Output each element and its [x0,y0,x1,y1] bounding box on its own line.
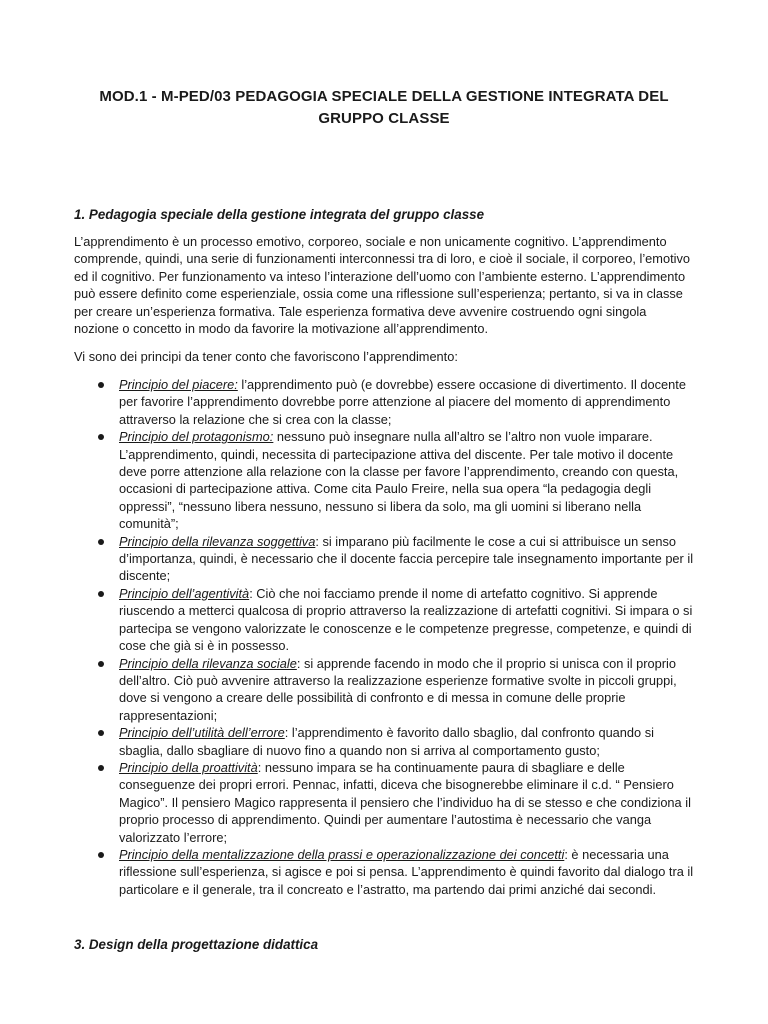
principle-name: Principio della rilevanza sociale [119,655,297,671]
principle-text: : si apprende facendo in modo che il proprio si unisca con il proprio dell’altro. Ciò può avvenire attraverso la realizzazione esperienze formative svolte in piccoli gruppi, dove si vengono a creare delle possibilità di confronto e di messa in comune delle proprie rappresentazioni; [119,655,677,723]
principle-text: : Ciò che noi facciamo prende il nome di artefatto cognitivo. Si apprende riuscendo a metterci qualcosa di proprio attraverso la realizzazione di artefatti cognitivi. Si impara o si partecipa se vengono valorizzate le conoscenze e le competenze pregresse, competenze, e quindi di cose che già si è in possesso. [119,585,693,654]
document-title [60,86,708,130]
section-1-intro-paragraph: L’apprendimento è un processo emotivo, corporeo, sociale e non unicamente cognitivo. L’apprendimento comprende, quindi, una serie di funzionamenti interconnessi tra di loro, e cioè il sociale, il corporeo, l’emotivo ed il cognitivo. Per funzionamento va inteso l’interazione dell’uomo con l’ambiente esterno. L’apprendimento può essere definito come esperienziale, ossia come una riflessione sull’esperienza; pertanto, si va in classe per creare un’esperienza formativa. Tale esperienza formativa deve avvenire costruendo ogni singola nozione o concetto in modo da favorire la motivazione all’apprendimento. [74,234,690,337]
principle-text: : l’apprendimento è favorito dallo sbaglio, dal confronto quando si sbaglia, dallo sbagliare di nuovo fino a quando non si arriva al comportamento gusto; [119,725,654,758]
bullet-icon [98,730,104,736]
bullet-icon [98,539,104,545]
bullet-icon [98,852,104,858]
list-item [74,585,694,655]
principles-list [74,376,694,898]
bullet-icon [98,661,104,667]
title-line-2: GRUPPO CLASSE [318,110,450,127]
section-1-heading: 1. Pedagogia speciale della gestione integrata del gruppo classe [74,207,485,222]
principle-name: Principio dell’utilità dell’errore [119,725,285,741]
principle-text: : è necessaria una riflessione sull’esperienza, si agisce e poi si pensa. L’apprendimento è quindi favorito dal dialogo tra il particolare e il generale, tra il concreato e l’astratto, ma partendo dai primi anziché dai secondi. [119,846,694,897]
section-3-heading: 3. Design della progettazione didattica [74,937,319,952]
list-item [74,655,694,725]
principle-text: nessuno può insegnare nulla all’altro se l’altro non vuole imparare. L’apprendimento, quindi, necessita di partecipazione attiva del discente. Per tale motivo il docente deve porre attenzione alla relazione con la classe per favore l’apprendimento, creando con questa, occasioni di partecipazione attiva. Come cita Paulo Freire, nella sua opera “la pedagogia degli oppressi”, “nessuno libera nessuno, nessuno si libera da solo, ma gli uomini si liberano nella comunità”; [119,429,679,532]
bullet-icon [98,765,104,771]
principles-lead-sentence: Vi sono dei principi da tener conto che favoriscono l’apprendimento: [74,349,458,364]
principle-text: l’apprendimento può (e dovrebbe) essere occasione di divertimento. Il docente per favorire l’apprendimento dovrebbe porre attenzione al piacere del momento di apprendimento attraverso la relazione che si crea con la classe; [119,377,686,427]
principle-name: Principio della mentalizzazione della prassi e operazionalizzazione dei concetti [119,846,565,862]
principle-name: Principio della proattività [119,759,258,775]
list-item [74,759,694,846]
principle-name: Principio della rilevanza soggettiva [119,533,316,549]
list-item [74,724,694,759]
list-item [74,376,694,428]
list-item [74,846,694,898]
principle-name: Principio dell’agentività [119,585,250,601]
list-item [74,533,694,585]
bullet-icon [98,434,104,440]
list-item [74,428,694,532]
bullet-icon [98,591,104,597]
bullet-icon [98,382,104,388]
principle-text: : nessuno impara se ha continuamente paura di sbagliare e delle conseguenze dei propri errori. Pennac, infatti, diceva che bisognerebbe eliminare il c.d. “ Pensiero Magico”. Il pensiero Magico rappresenta il pensiero che l’individuo ha di se stesso e che condiziona il proprio processo di apprendimento. Quindi per aumentare l’autostima è necessario che vanga valorizzato l’errore; [119,759,691,845]
title-line-1: MOD.1 - M-PED/03 PEDAGOGIA SPECIALE DELLA GESTIONE INTEGRATA DEL [99,88,669,105]
principle-name: Principio del protagonismo: [119,429,274,445]
principle-name: Principio del piacere: [119,377,238,392]
principle-text: : si imparano più facilmente le cose a cui si attribuisce un senso d’importanza, quindi, è necessario che il docente faccia percepire tale insegnamento importante per il discente; [119,533,694,584]
